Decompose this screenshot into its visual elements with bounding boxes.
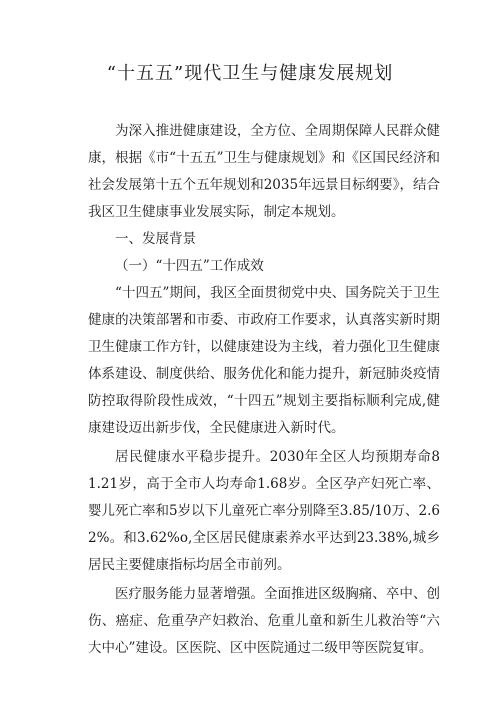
paragraph-overview: “十四五”期间，我区全面贯彻党中央、国务院关于卫生健康的决策部署和市委、市政府工作要求，认真落实新时期卫生健康工作方针，以健康建设为主线，着力强化卫生健康体系建设、制度供给、服务优化和能力提升，新冠肺炎疫情防控取得阶段性成效，“十四五”规划主要指标顺利完成,健康建设迈出新步伐，全民健康进入新时代。	[88, 285, 440, 436]
document-body	[88, 118, 440, 662]
document-title: “十五五”现代卫生与健康发展规划	[106, 63, 394, 84]
intro-paragraph: 为深入推进健康建设，全方位、全周期保障人民群众健康，根据《市“十五五”卫生与健康规划》和《区国民经济和社会发展第十五个五年规划和2035年远景目标纲要》，结合我区卫生健康事业发展实际，制定本规划。	[88, 123, 440, 220]
section-heading-background: 一、发展背景	[115, 231, 196, 247]
paragraph-medical-service: 医疗服务能力显著增强。全面推进区级胸痛、卒中、创伤、癌症、危重孕产妇救治、危重儿童和新生儿救治等“六大中心”建设。区医院、区中医院通过二级甲等医院复审。	[88, 586, 440, 656]
subsection-heading-achievements: （一）“十四五”工作成效	[115, 258, 264, 274]
paragraph-health-level: 居民健康水平稳步提升。2030年全区人均预期寿命81.21岁，高于全市人均寿命1.68岁。全区孕产妇死亡率、婴儿死亡率和5岁以下儿童死亡率分别降至3.85/10万、2.62%。和3.62%o,全区居民健康素养水平达到23.38%,城乡居民主要健康指标均居全市前列。	[88, 449, 440, 573]
